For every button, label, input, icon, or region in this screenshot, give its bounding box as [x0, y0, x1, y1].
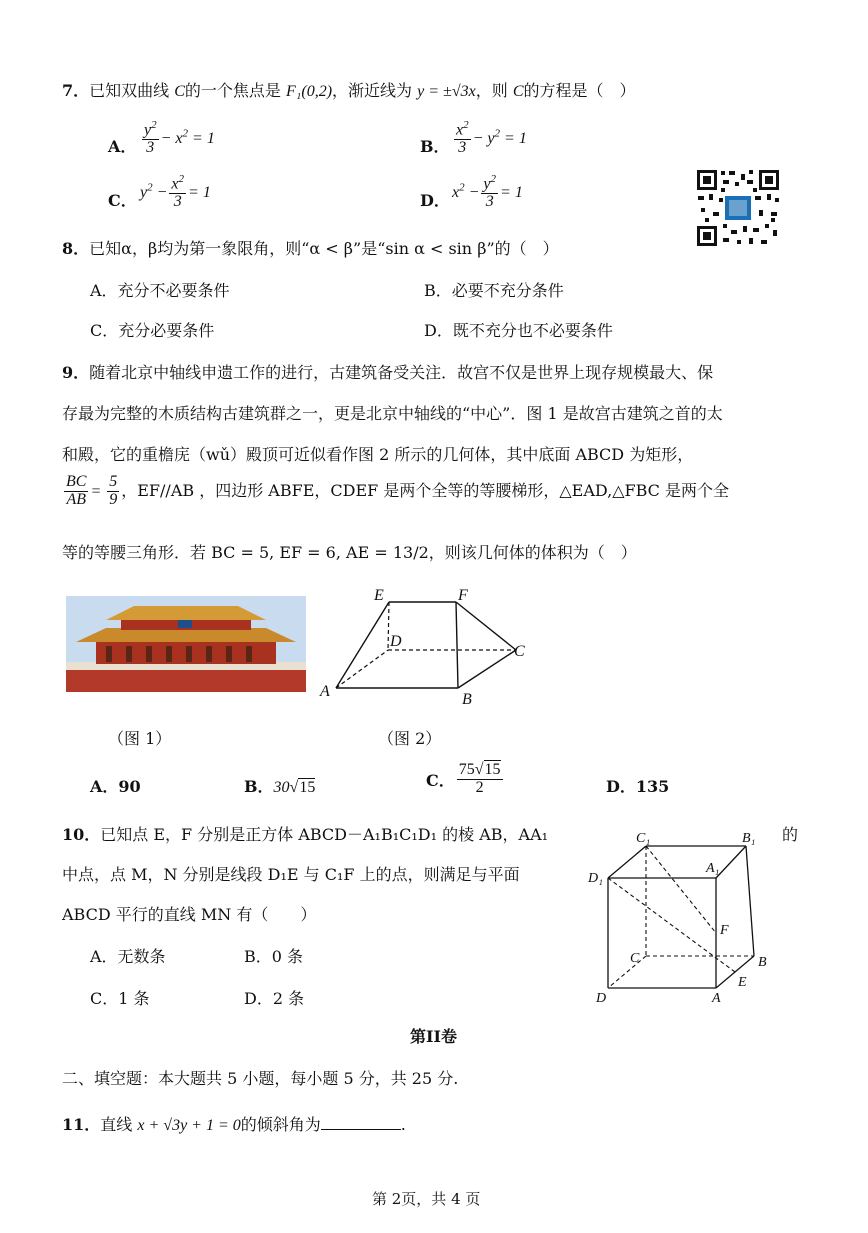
cube-a-label: A [712, 991, 721, 1006]
cube-c1-label: C₁ [636, 831, 651, 846]
question-10-line3: ABCD 平行的直线 MN 有（ ） [62, 905, 317, 924]
roof-solid-diagram [316, 584, 536, 709]
vertex-a-label: A [320, 683, 330, 700]
question-9-line1: 9．随着北京中轴线申遗工作的进行，古建筑备受关注．故宫不仅是世界上现存规模最大、保 [62, 363, 714, 382]
option-a-formula: $\frac{y^2}{3}$ − $x^2 = 1$ [144, 119, 215, 157]
figure-2-caption: （图 2） [378, 729, 442, 748]
vertex-e-label: E [374, 587, 384, 604]
option-d-label: D． [420, 191, 450, 210]
question-9-line5: 等的等腰三角形．若 BC = 5, EF = 6, AE = 13/2，则该几何体的体积为（ ） [62, 543, 637, 562]
option-c-formula: $y^2$ − $\frac{x^2}{3}$ = 1 [140, 173, 211, 211]
q8-option-c: C．充分必要条件 [90, 321, 215, 340]
q9-option-d: D．135 [606, 777, 670, 796]
q10-option-c: C．1 条 [90, 989, 150, 1008]
cube-d-label: D [596, 991, 607, 1006]
question-9-line3: 和殿，它的重檐庑（wǔ）殿顶可近似看作图 2 所示的几何体，其中底面 ABCD 为矩形， [62, 445, 694, 464]
cube-a1-label: A₁ [706, 861, 720, 876]
q10-option-a: A．无数条 [90, 947, 166, 966]
question-9-line4: $\frac{BC}{AB}$ = $\frac{5}{9}$ ，EF//AB ，四边形 ABFE，CDEF 是两个全等的等腰梯形，△EAD,△FBC 是两个全 [66, 473, 730, 508]
section-title: 第II卷 [410, 1027, 457, 1046]
question-10-line1: 10．已知点 E，F 分别是正方体 ABCD－A₁B₁C₁D₁ 的棱 AB，AA₁ [62, 825, 549, 844]
q8-option-a: A．充分不必要条件 [90, 281, 230, 300]
page-footer: 第 2页，共 4 页 [372, 1190, 481, 1208]
cube-b-label: B [758, 955, 767, 970]
vertex-b-label: B [462, 691, 472, 708]
question-9-line2: 存最为完整的木质结构古建筑群之一，更是北京中轴线的“中心”．图 1 是故宫古建筑之首的太 [62, 404, 723, 423]
option-b-formula: $\frac{x^2}{3}$ − $y^2 = 1$ [456, 119, 527, 157]
q8-option-b: B．必要不充分条件 [424, 281, 564, 300]
palace-photo [66, 596, 306, 692]
option-a-label: A． [108, 137, 137, 156]
cube-f-label: F [720, 923, 729, 938]
option-b-label: B． [420, 137, 450, 156]
question-11: 11．直线 x + √3y + 1 = 0的倾斜角为 . [62, 1115, 406, 1134]
q9-option-c: C． $\frac{75√15}{2}$ [426, 761, 501, 796]
q9-option-a: A．90 [90, 777, 141, 796]
q8-option-d: D．既不充分也不必要条件 [424, 321, 613, 340]
q10-option-d: D．2 条 [244, 989, 305, 1008]
cube-diagram [586, 826, 782, 1008]
option-d-formula: $x^2$ − $\frac{y^2}{3}$ = 1 [452, 173, 523, 211]
vertex-f-label: F [458, 587, 468, 604]
question-8-stem: 8．已知α，β均为第一象限角，则“α < β”是“sin α < sin β”的（ ） [62, 239, 559, 258]
q9-option-b: B．30√15 [244, 777, 316, 796]
vertex-c-label: C [514, 643, 525, 660]
vertex-d-label: D [390, 633, 402, 650]
cube-e-label: E [738, 975, 747, 990]
cube-d1-label: D₁ [588, 871, 603, 886]
question-7-stem: 7．已知双曲线 C的一个焦点是 F₁(0,2)，渐近线为 y = ±√3x，则 C的方程是（ ） [62, 81, 636, 100]
question-10-line2: 中点，点 M，N 分别是线段 D₁E 与 C₁F 上的点，则满足与平面 [62, 865, 520, 884]
cube-b1-label: B₁ [742, 831, 756, 846]
option-c-label: C． [108, 191, 137, 210]
q10-option-b: B．0 条 [244, 947, 304, 966]
fill-in-heading: 二、填空题：本大题共 5 小题，每小题 5 分，共 25 分. [62, 1069, 459, 1088]
cube-c-label: C [630, 951, 640, 966]
answer-blank[interactable] [321, 1115, 401, 1130]
question-10-line1-end: 的 [782, 825, 799, 844]
qr-code-icon [695, 168, 781, 248]
figure-1-caption: （图 1） [108, 729, 172, 748]
